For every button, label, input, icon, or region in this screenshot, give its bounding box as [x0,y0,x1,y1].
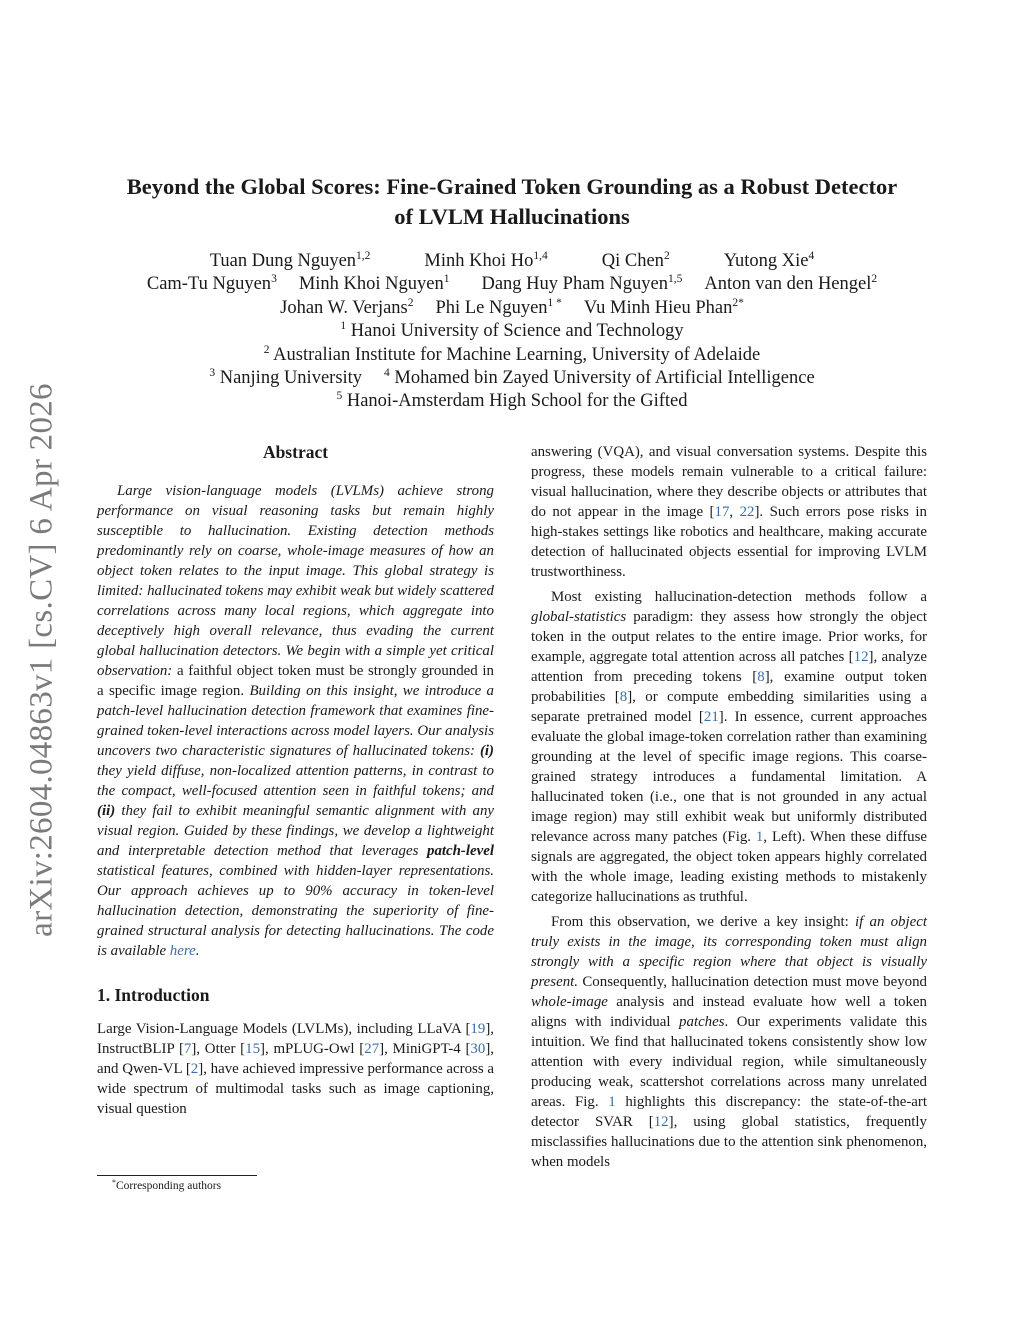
affiliation-mark: 5 [336,390,343,403]
author-affiliation-mark: 2* [732,296,744,309]
author-name: Minh Khoi Nguyen [298,274,444,295]
author-name: Anton van den Hengel [704,274,872,295]
intro-paragraph: Large Vision-Language Models (LVLMs), including LLaVA [19], InstructBLIP [7], Otter [15], mPLUG-Owl [27], MiniGPT-4 [30], and Qwen-VL [2], have achieved impressive performance across a wide spectrum of multimodal tasks such as image captioning, visual question [97,1021,494,1117]
affiliation-name: Nanjing University [219,368,363,389]
author-name: Vu Minh Hieu Phan [583,297,733,318]
author-name: Tuan Dung Nguyen [209,251,357,271]
citation-link[interactable]: 19 [470,1021,486,1037]
abstract-segment: statistical features, combined with hidden-layer representations. Our approach achieves up to 90% accuracy in token-level hallucination detection, demonstrating the superiority of fine-grained structural analysis for detecting hallucinations. The code is available [97,863,494,959]
abstract-segment: they fail to exhibit meaningful semantic alignment with any visual region. Guided by these findings, we develop a lightweight and interpretable detection method that leverages [97,803,494,859]
affiliation-name: Hanoi University of Science and Technology [350,321,684,342]
affiliation-name: Mohamed bin Zayed University of Artificial Intelligence [394,368,815,389]
affiliation-mark: 3 [209,367,216,380]
affiliation-line [90,344,934,367]
footnote-text: Corresponding authors [116,1180,222,1192]
citation-link[interactable]: 2 [190,1061,199,1077]
affiliation-line [90,320,934,343]
author-name: Cam-Tu Nguyen [146,274,272,295]
code-link[interactable]: here [169,943,196,959]
citation-link[interactable]: 8 [619,689,628,705]
emphasis: patches [679,1014,725,1030]
citation-link[interactable]: 17 [714,504,730,520]
author-row [90,273,934,296]
author-block [90,250,934,414]
title-line: Beyond the Global Scores: Fine-Grained Token Grounding as a Robust Detector [126,174,898,199]
citation-link[interactable]: 22 [739,504,755,520]
section-heading-introduction: 1. Introduction [97,985,210,1005]
abstract-bold: patch-level [427,843,494,859]
paper-title [90,172,934,232]
citation-link[interactable]: 8 [757,669,765,685]
right-column [531,442,927,1172]
body-paragraph: From this observation, we derive a key insight: if an object truly exists in the image, its corresponding token must align strongly with a specific region where that object is visually present. Consequently, hallucination detection must move beyond whole-image analysis and instead evaluate how well a token aligns with individual patches. Our experiments validate this intuition. We find that hallucinated tokens consistently show low attention with every individual region, while simultaneously producing weak, scattershot correlations across many unrelated areas. Fig. 1 highlights this discrepancy: the state-of-the-art detector SVAR [12], using global statistics, frequently misclassifies hallucinations due to the attention sink phenomenon, when models [531,914,927,1170]
emphasis: if an object truly exists in the image, its corresponding token must align strongly with a specific region where that object is visually present. [531,914,927,990]
abstract-segment: Large vision-language models (LVLMs) achieve strong performance on visual reasoning tasks but remain highly susceptible to hallucination. Existing detection methods predominantly rely on coarse, whole-image measures of how an object token relates to the input image. This global strategy is limited: hallucinated tokens may exhibit weak but widely scattered correlations across many local regions, which aggregate into deceptively high overall relevance, thus evading the current global hallucination detectors. We begin with a simple yet critical observation: [97,483,494,679]
abstract-segment: they yield diffuse, non-localized attention patterns, in contrast to the compact, well-focused attention seen in faithful tokens; and [97,763,494,799]
affiliation-line [90,390,934,413]
citation-link[interactable]: 12 [853,649,869,665]
author-affiliation-mark: 1,2 [356,250,371,262]
abstract-segment: a faithful object token must be strongly grounded in a specific image region. [97,663,494,699]
citation-link[interactable]: 21 [703,709,719,725]
author-row [90,250,934,273]
footnote-divider [97,1175,257,1176]
author-affiliation-mark: 1 [443,273,450,286]
author-affiliation-mark: 4 [808,250,815,262]
body-paragraph: answering (VQA), and visual conversation systems. Despite this progress, these models remain vulnerable to a critical failure: visual hallucination, where they describe objects or attributes that do not appear in the image [17, 22]. Such errors pose risks in high-stakes settings like robotics and healthcare, making accurate detection of hallucinated objects essential for improving LVLM trustworthiness. [531,444,927,580]
affiliation-name: Australian Institute for Machine Learning, University of Adelaide [273,344,761,365]
author-affiliation-mark: 1,5 [668,273,683,286]
affiliation-name: Hanoi-Amsterdam High School for the Gifted [346,391,688,412]
citation-link[interactable]: 27 [364,1041,380,1057]
arxiv-identifier: arXiv:2604.04863v1 [cs.CV] 6 Apr 2026 [23,383,60,937]
author-affiliation-mark: 2 [663,250,670,262]
author-name: Phi Le Nguyen [435,297,548,318]
abstract-marker: (ii) [97,803,116,819]
author-row [90,297,934,320]
emphasis: global-statistics [531,609,627,625]
author-affiliation-mark: 1,4 [533,250,548,262]
author-affiliation-mark: 2 [871,273,878,286]
footnote [112,1179,221,1193]
abstract-text [97,481,494,961]
author-name: Qi Chen [601,251,664,271]
figure-link[interactable]: 1 [755,829,764,845]
left-column [97,440,494,1119]
citation-link[interactable]: 15 [245,1041,261,1057]
author-name: Minh Khoi Ho [424,251,534,271]
citation-link[interactable]: 12 [653,1114,669,1130]
body-paragraph: Most existing hallucination-detection methods follow a global-statistics paradigm: they assess how strongly the object token in the output relates to the entire image. Prior works, for example, aggregate total attention across all patches [12], analyze attention from preceding tokens [8], examine output token probabilities [8], or compute embedding similarities using a separate pretrained model [21]. In essence, current approaches evaluate the global image-token correlation rather than examining grounding at the level of specific image regions. This coarse-grained strategy introduces a fundamental limitation. A hallucinated token (i.e., one that is not grounded in any actual image region) may still exhibit weak but uniformly distributed relevance across many patches (Fig. 1, Left). When these diffuse signals are aggregated, the object token appears highly correlated with the whole image, leading existing methods to mistakenly categorize hallucinations as truthful. [531,589,927,905]
citation-link[interactable]: 30 [470,1041,486,1057]
footnote-mark: * [112,1178,116,1187]
citation-link[interactable]: 7 [183,1041,192,1057]
author-affiliation-mark: 3 [271,273,277,286]
author-name: Johan W. Verjans [280,297,408,318]
affiliation-mark: 2 [263,343,270,356]
abstract-heading: Abstract [262,442,329,462]
figure-link[interactable]: 1 [608,1094,616,1110]
abstract-segment: . [195,943,200,959]
title-line: of LVLM Hallucinations [394,204,630,229]
author-name: Yutong Xie [723,251,809,271]
author-name: Dang Huy Pham Nguyen [481,274,669,295]
abstract-segment: Building on this insight, we introduce a patch-level hallucination detection framework that examines fine-grained token-level interactions across model layers. Our analysis uncovers two characteristic signatures of hallucinated tokens: [97,683,494,759]
author-affiliation-mark: 2 [407,296,414,309]
author-affiliation-mark: 1 * [547,296,562,309]
affiliation-line [90,367,934,390]
emphasis: whole-image [531,994,608,1010]
abstract-marker: (i) [479,743,494,759]
affiliation-mark: 4 [384,367,390,380]
affiliation-mark: 1 [340,320,347,333]
